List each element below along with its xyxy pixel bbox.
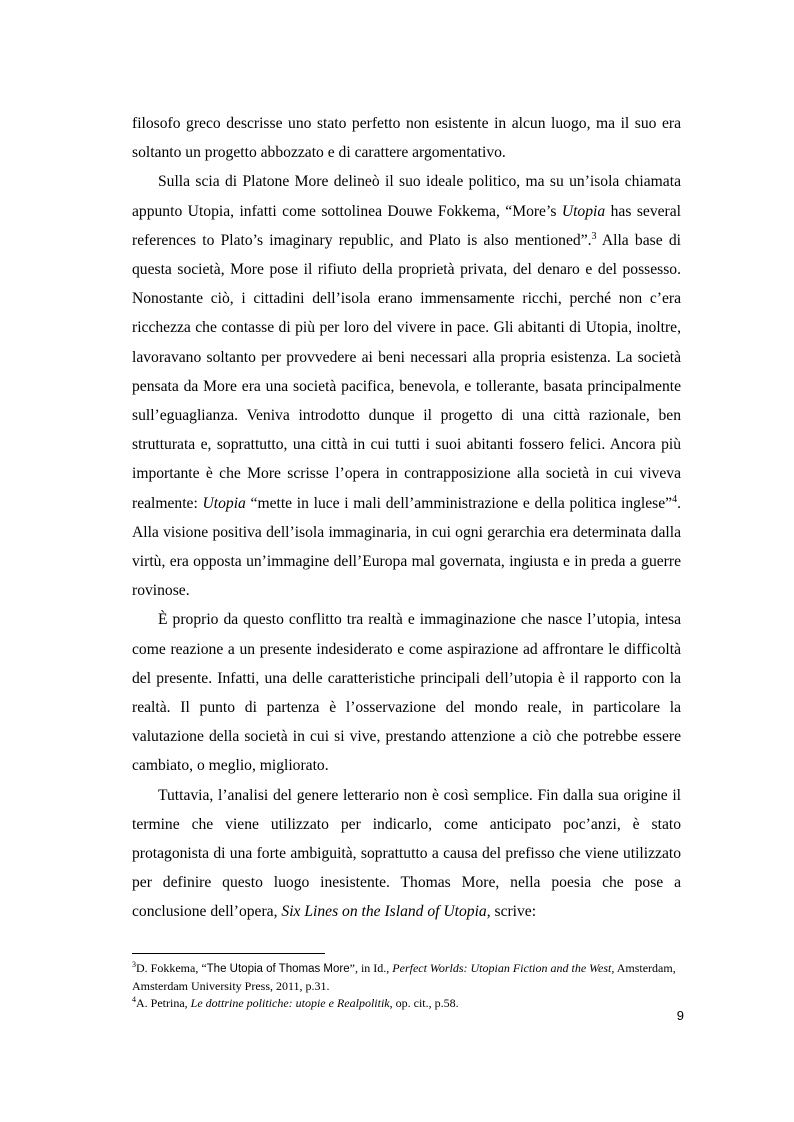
paragraph-2-text-b: has several references to Plato’s imaginary republic, and Plato is also mentioned”. xyxy=(132,202,681,249)
footnote-ref-4[interactable]: 4 xyxy=(672,493,678,505)
footnote-text: D. Fokkema, “ xyxy=(136,961,207,975)
footnote-ref-3[interactable]: 3 xyxy=(591,230,597,242)
footnote-4 xyxy=(132,995,681,1012)
footnote-number: 4 xyxy=(132,995,136,1004)
body-text xyxy=(132,109,681,927)
page-number: 9 xyxy=(676,1008,684,1023)
footnote-text: ”, in Id., xyxy=(349,961,393,975)
footnote-book-title: Le dottrine politiche: utopie e Realpolitik xyxy=(190,996,390,1010)
footnotes xyxy=(132,960,681,1012)
footnote-book-title: Perfect Worlds: Utopian Fiction and the West, xyxy=(392,961,615,975)
paragraph-4-text-a: Tuttavia, l’analisi del genere letterario non è così semplice. Fin dalla sua origine il termine che viene utilizzato per indicarlo, come anticipato poc’anzi, è stato protagonista di una forte ambiguità, soprattutto a causa del prefisso che viene utilizzato per definire questo luogo inesistente. Thomas More, nella poesia che pose a conclusione dell’opera, xyxy=(132,786,681,921)
poem-title-italic: Six Lines on the Island of Utopia xyxy=(281,903,487,921)
footnote-number: 3 xyxy=(132,960,136,969)
footnote-separator xyxy=(132,953,325,954)
paragraph-3-text: È proprio da questo conflitto tra realtà e immaginazione che nasce l’utopia, intesa come reazione a un presente indesiderato e come aspirazione ad affrontare le difficoltà del presente. Infatti, una delle caratteristiche principali dell’utopia è il rapporto con la realtà. Il punto di partenza è l’osservazione del mondo reale, in particolare la valutazione della società in cui si vive, prestando attenzione a ciò che potrebbe essere cambiato, o meglio, migliorato. xyxy=(132,611,681,775)
paragraph-2-text-d: “mette in luce i mali dell’amministrazione e della politica inglese” xyxy=(245,494,673,512)
paragraph-3 xyxy=(132,605,681,780)
paragraph-4-text-b: , scrive: xyxy=(486,903,537,921)
utopia-title-italic: Utopia xyxy=(561,202,606,220)
paragraph-2-text-c: Alla base di questa società, More pose il rifiuto della proprietà privata, del denaro e del possesso. Nonostante ciò, i cittadini dell’isola erano immensamente ricchi, perché non c’era ricchezza che contasse di più per loro del vivere in pace. Gli abitanti di Utopia, inoltre, lavoravano soltanto per provvedere ai beni necessari alla propria esistenza. La società pensata da More era una società pacifica, benevola, e tollerante, basata principalmente sull’eguaglianza. Veniva introdotto dunque il progetto di una città razionale, ben strutturata e, soprattutto, una città in cui tutti i suoi abitanti fossero felici. Ancora più importante è che More scrisse l’opera in contrapposizione alla società in cui viveva realmente: xyxy=(132,231,681,512)
paragraph-1-text: filosofo greco descrisse uno stato perfetto non esistente in alcun luogo, ma il suo era soltanto un progetto abbozzato e di carattere argomentativo. xyxy=(132,115,681,162)
paragraph-4 xyxy=(132,781,681,927)
footnote-text: , op. cit., p.58. xyxy=(389,996,459,1010)
paragraph-2-text-e: . Alla visione positiva dell’isola immaginaria, in cui ogni gerarchia era determinata dalla virtù, era opposta un’immagine dell’Europa mal governata, ingiusta e in preda a guerre rovinose. xyxy=(132,494,681,600)
paragraph-2-text-a: Sulla scia di Platone More delineò il suo ideale politico, ma su un’isola chiamata appunto Utopia, infatti come sottolinea Douwe Fokkema, “More’s xyxy=(132,173,681,220)
utopia-title-italic: Utopia xyxy=(202,494,246,512)
footnote-chapter-title: The Utopia of Thomas More xyxy=(206,963,350,975)
footnote-text: Amsterdam, Amsterdam University Press, 2011, p.31. xyxy=(132,961,676,993)
footnote-3 xyxy=(132,960,681,995)
paragraph-1 xyxy=(132,109,681,167)
footnote-text: A. Petrina, xyxy=(136,996,191,1010)
paragraph-2 xyxy=(132,167,681,605)
